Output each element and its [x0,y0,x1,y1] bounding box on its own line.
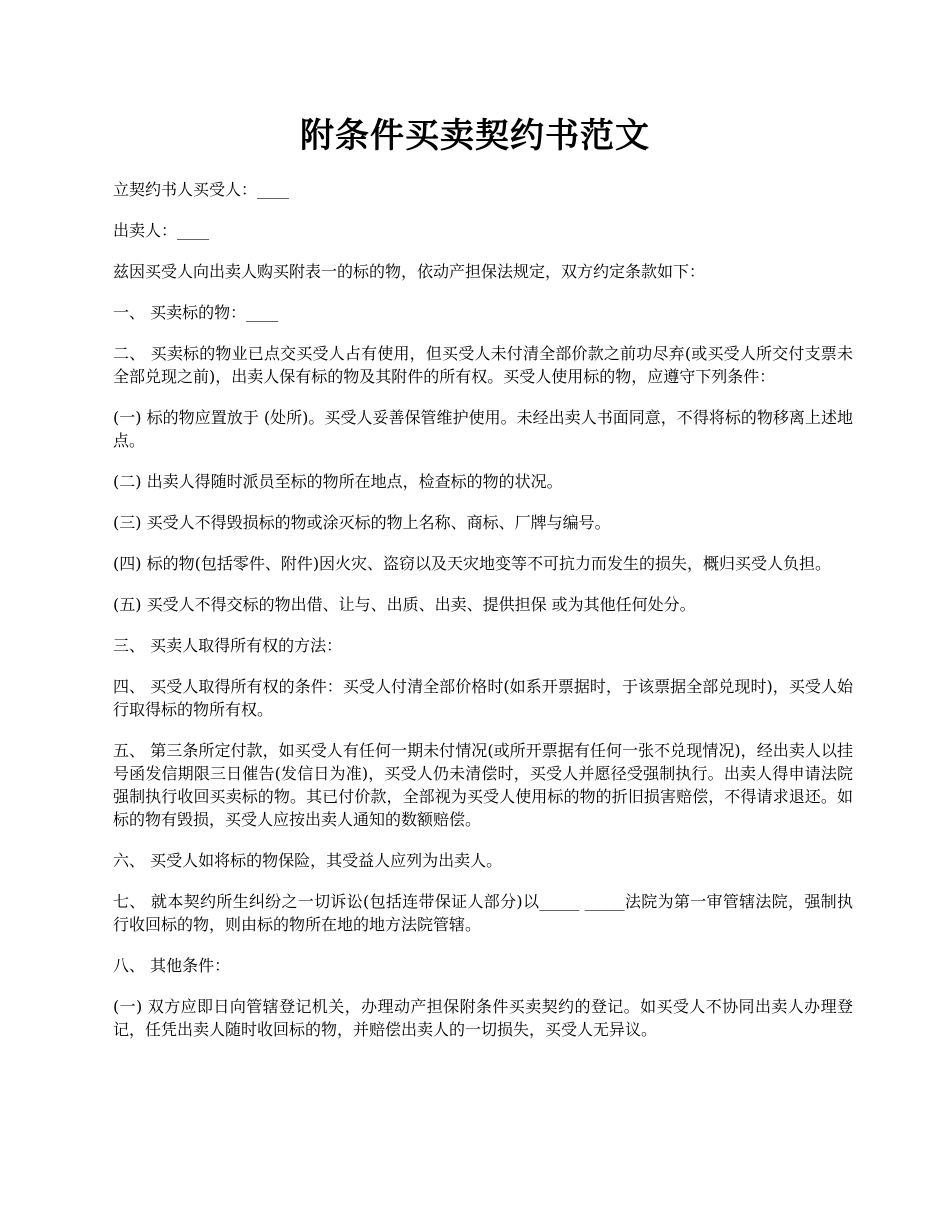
clause-2-item-1: (一) 标的物应置放于 (处所)。买受人妥善保管维护使用。未经出卖人书面同意，不得将标的物移离上述地点。 [113,408,853,450]
clause-8: 八、 其他条件： [113,956,231,975]
clause-2-item-4: (四) 标的物(包括零件、附件)因火灾、盗窃以及天灾地变等不可抗力而发生的损失，概归买受人负担。 [113,554,832,573]
document-body [113,178,853,1059]
clause-2: 二、 买卖标的物业已点交买受人占有使用，但买受人未付清全部价款之前功尽弃(或买受人所交付支票未全部兑现之前)，出卖人保有标的物及其附件的所有权。买受人使用标的物，应遵守下列条件： [113,344,853,386]
paragraph-preamble: 兹因买受人向出卖人购买附表一的标的物，依动产担保法规定，双方约定条款如下： [113,262,706,281]
clause-4: 四、 买受人取得所有权的条件：买受人付清全部价格时(如系开票据时，于该票据全部兑现时)，买受人始行取得标的物所有权。 [113,677,853,719]
document-title: 附条件买卖契约书范文 [300,116,650,156]
clause-5: 五、 第三条所定付款，如买受人有任何一期未付情况(或所开票据有任何一张不兑现情况)，经出卖人以挂号函发信期限三日催告(发信日为准)，买受人仍未清偿时，买受人并愿径受强制执行。出卖人得申请法院强制执行收回买卖标的物。其已付价款，全部视为买受人使用标的物的折旧损害赔偿，不得请求退还。如标的物有毁损，买受人应按出卖人通知的数额赔偿。 [113,741,853,829]
clause-8-item-1: (一) 双方应即日向管辖登记机关，办理动产担保附条件买卖契约的登记。如买受人不协同出卖人办理登记，任凭出卖人随时收回标的物，并赔偿出卖人的一切损失，买受人无异议。 [113,997,853,1039]
clause-7: 七、 就本契约所生纠纷之一切诉讼(包括连带保证人部分)以_____ _____法院为第一审管辖法院，强制执行收回标的物，则由标的物所在地的地方法院管辖。 [113,892,853,934]
paragraph-buyer: 立契约书人买受人：____ [113,180,290,199]
clause-2-item-3: (三) 买受人不得毁损标的物或涂灭标的物上名称、商标、厂牌与编号。 [113,513,611,532]
clause-3: 三、 买卖人取得所有权的方法： [113,636,343,655]
clause-2-item-5: (五) 买受人不得交标的物出借、让与、出质、出卖、提供担保 或为其他任何处分。 [113,595,696,614]
clause-6: 六、 买受人如将标的物保险，其受益人应列为出卖人。 [113,851,503,870]
clause-1: 一、 买卖标的物：____ [113,303,279,322]
clause-2-item-2: (二) 出卖人得随时派员至标的物所在地点，检查标的物的状况。 [113,472,563,491]
paragraph-seller: 出卖人：____ [113,221,210,240]
